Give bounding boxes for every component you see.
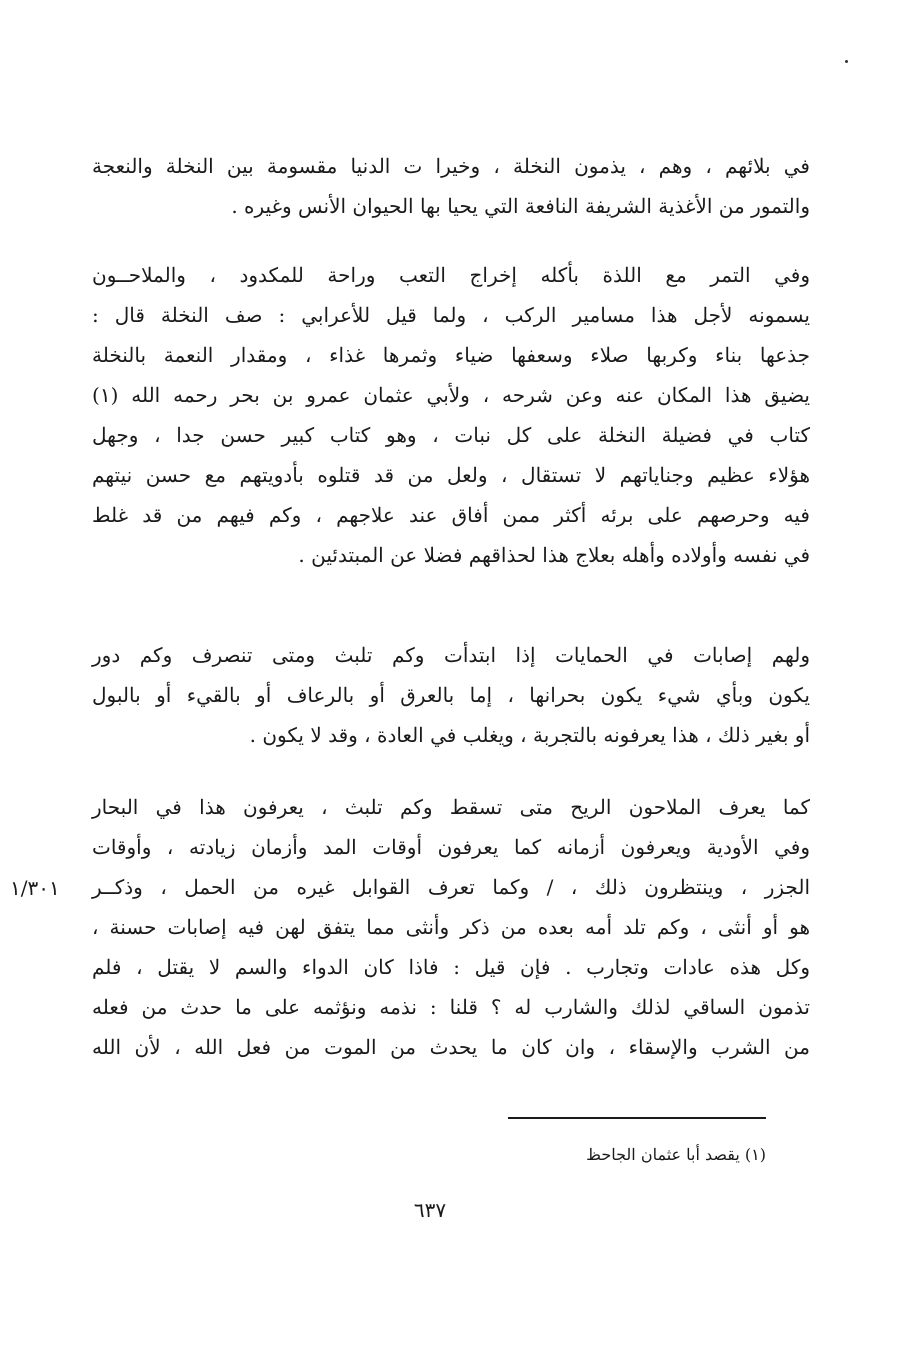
text-line: من الشرب والإسقاء ، وان كان ما يحدث من الموت من فعل الله ، لأن الله bbox=[92, 1035, 810, 1059]
text-line: فيه وحرصهم على برئه أكثر ممن أفاق عند علاجهم ، وكم فيهم من قد غلط bbox=[92, 503, 810, 527]
paragraph-2 bbox=[92, 255, 810, 575]
text-line: جذعها بناء وكربها صلاء وسعفها ضياء وثمرها غذاء ، ومقدار النعمة بالنخلة bbox=[92, 343, 810, 367]
paragraph-4 bbox=[92, 787, 810, 1067]
text-line: هو أو أنثى ، وكم تلد أمه بعده من ذكر وأنثى مما يتفق لهن فيه إصابات حسنة ، bbox=[92, 915, 810, 939]
margin-folio-reference: ١/٣٠١ bbox=[10, 876, 60, 900]
text-line: كتاب في فضيلة النخلة على كل نبات ، وهو كتاب كبير حسن جدا ، وجهل bbox=[92, 423, 810, 447]
paragraph-1 bbox=[92, 146, 810, 226]
text-line: كما يعرف الملاحون الريح متى تسقط وكم تلبث ، يعرفون هذا في البحار bbox=[92, 795, 810, 819]
text-line: في بلائهم ، وهم ، يذمون النخلة ، وخيرا ت الدنيا مقسومة بين النخلة والنعجة bbox=[92, 154, 810, 178]
scan-speck bbox=[845, 60, 848, 63]
text-line: تذمون الساقي لذلك والشارب له ؟ قلنا : نذمه ونؤثمه على ما حدث من فعله bbox=[92, 995, 810, 1019]
footnote: (١) يقصد أبا عثمان الجاحظ bbox=[586, 1145, 766, 1164]
text-line: وفي الأودية ويعرفون أزمانه كما يعرفون أوقات المد وأزمان زيادته ، وأوقات bbox=[92, 835, 810, 859]
text-line: ولهم إصابات في الحمايات إذا ابتدأت وكم تلبث ومتى تنصرف وكم دور bbox=[92, 643, 810, 667]
text-line: وفي التمر مع اللذة بأكله إخراج التعب وراحة للمكدود ، والملاحــون bbox=[92, 263, 810, 287]
text-line: يسمونه لأجل هذا مسامير الركب ، ولما قيل للأعرابي : صف النخلة قال : bbox=[92, 303, 810, 327]
text-line: في نفسه وأولاده وأهله بعلاج هذا لحذاقهم فضلا عن المبتدئين . bbox=[298, 543, 810, 567]
text-line: والتمور من الأغذية الشريفة النافعة التي يحيا بها الحيوان الأنس وغيره . bbox=[231, 194, 810, 218]
text-line: الجزر ، وينتظرون ذلك ، / وكما تعرف القوابل غيره من الحمل ، وذكــر bbox=[92, 875, 810, 899]
paragraph-3 bbox=[92, 635, 810, 755]
footnote-divider bbox=[508, 1117, 766, 1119]
page-number: ٦٣٧ bbox=[413, 1198, 447, 1222]
text-line: يكون وبأي شيء يكون بحرانها ، إما بالعرق أو بالرعاف أو بالقيء أو بالبول bbox=[92, 683, 810, 707]
text-line: يضيق هذا المكان عنه وعن شرحه ، ولأبي عثمان عمرو بن بحر رحمه الله (١) bbox=[92, 383, 810, 407]
text-line: وكل هذه عادات وتجارب . فإن قيل : فاذا كان الدواء والسم لا يقتل ، فلم bbox=[92, 955, 810, 979]
text-line: هؤلاء عظيم وجناياتهم لا تستقال ، ولعل من قد قتلوه بأدويتهم مع حسن نيتهم bbox=[92, 463, 810, 487]
text-line: أو بغير ذلك ، هذا يعرفونه بالتجربة ، ويغلب في العادة ، وقد لا يكون . bbox=[249, 723, 810, 747]
